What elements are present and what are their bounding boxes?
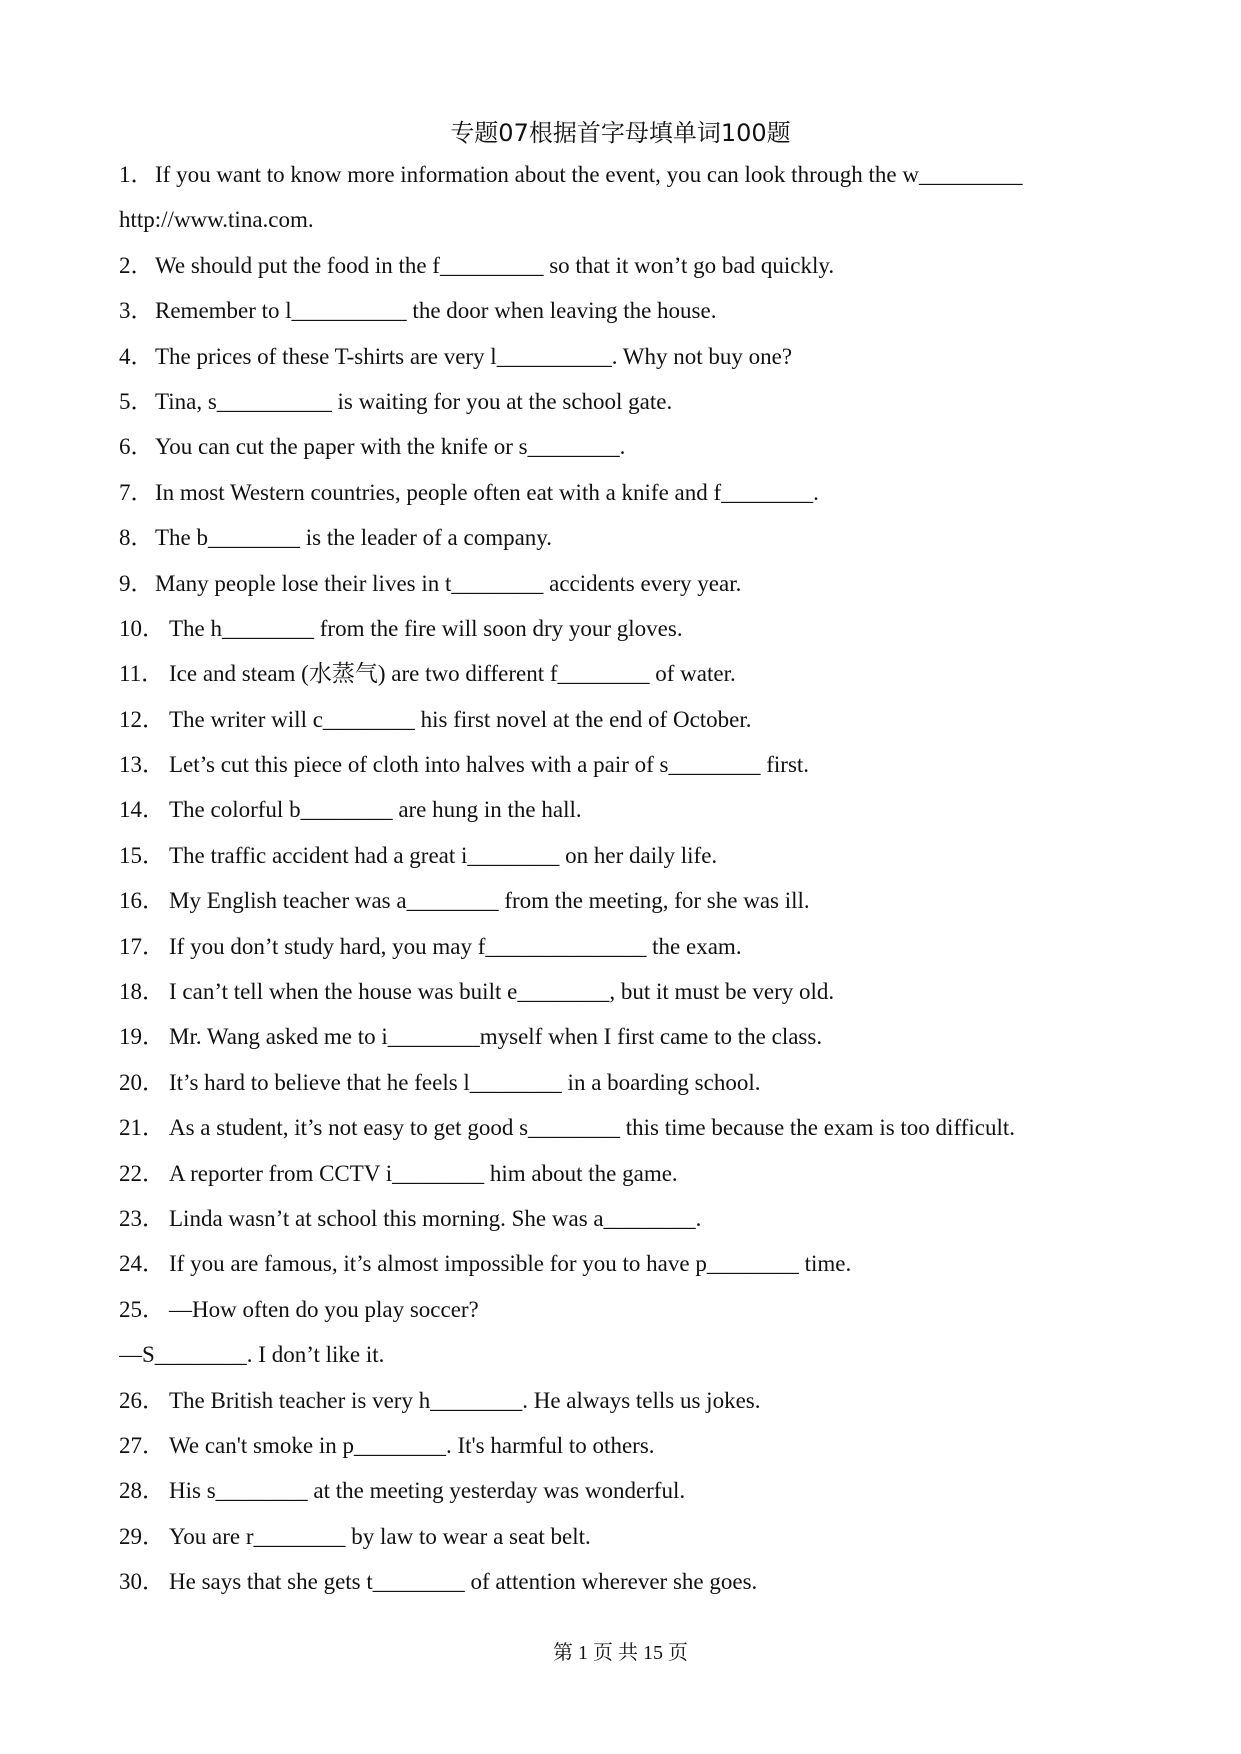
question-text: I can’t tell when the house was built e________, but it must be very old.: [169, 979, 835, 1005]
question-number: 15．: [119, 842, 165, 868]
question-number: 5．: [119, 388, 154, 414]
question-text: A reporter from CCTV i________ him about the game.: [169, 1160, 678, 1186]
question-line: [119, 1113, 1129, 1158]
question-number: 3．: [119, 298, 154, 324]
question-line: [119, 1204, 1129, 1249]
question-number: 10．: [119, 615, 165, 641]
worksheet-title: 专题07根据首字母填单词100题: [450, 119, 791, 147]
question-text: The prices of these T-shirts are very l__________. Why not buy one?: [155, 343, 793, 369]
question-number: 13．: [119, 752, 165, 778]
question-number: 24．: [119, 1251, 165, 1277]
question-number: 26．: [119, 1387, 165, 1413]
question-text: http://www.tina.com.: [119, 207, 314, 233]
question-text: My English teacher was a________ from the meeting, for she was ill.: [169, 888, 810, 914]
question-text: Tina, s__________ is waiting for you at the school gate.: [155, 388, 673, 414]
question-text: You are r________ by law to wear a seat belt.: [169, 1523, 591, 1549]
question-text: The traffic accident had a great i________ on her daily life.: [169, 842, 718, 868]
question-line-continuation: [119, 205, 1129, 250]
question-line: [119, 614, 1129, 659]
question-text: If you are famous, it’s almost impossible for you to have p________ time.: [169, 1251, 852, 1277]
question-line: [119, 750, 1129, 795]
question-text: You can cut the paper with the knife or s________.: [155, 434, 626, 460]
question-number: 29．: [119, 1523, 165, 1549]
question-number: 17．: [119, 933, 165, 959]
question-line: [119, 886, 1129, 931]
question-text: If you don’t study hard, you may f______________ the exam.: [169, 933, 742, 959]
question-number: 6．: [119, 434, 154, 460]
question-number: 18．: [119, 979, 165, 1005]
question-text: —S________. I don’t like it.: [119, 1342, 385, 1368]
question-text: Mr. Wang asked me to i________myself when I first came to the class.: [169, 1024, 823, 1050]
question-number: 14．: [119, 797, 165, 823]
question-line: [119, 387, 1129, 432]
question-text: His s________ at the meeting yesterday was wonderful.: [169, 1478, 686, 1504]
question-line: [119, 1022, 1129, 1067]
question-number: 8．: [119, 525, 154, 551]
question-text: Many people lose their lives in t________ accidents every year.: [155, 570, 742, 596]
question-number: 4．: [119, 343, 154, 369]
question-line: [119, 841, 1129, 886]
question-line: [119, 342, 1129, 387]
question-text: Linda wasn’t at school this morning. She was a________.: [169, 1205, 702, 1231]
question-number: 25．: [119, 1296, 165, 1322]
question-text: It’s hard to believe that he feels l________ in a boarding school.: [169, 1069, 761, 1095]
question-number: 22．: [119, 1160, 165, 1186]
question-line: [119, 795, 1129, 840]
question-line: [119, 1068, 1129, 1113]
question-line: [119, 523, 1129, 568]
question-line: [119, 569, 1129, 614]
question-number: 11．: [119, 661, 165, 687]
question-text: The British teacher is very h________. He always tells us jokes.: [169, 1387, 761, 1413]
question-text: He says that she gets t________ of attention wherever she goes.: [169, 1569, 758, 1595]
question-text: Let’s cut this piece of cloth into halves with a pair of s________ first.: [169, 752, 810, 778]
question-line: [119, 1431, 1129, 1476]
question-list: [119, 160, 1129, 1613]
question-line: [119, 478, 1129, 523]
question-line: [119, 1522, 1129, 1567]
question-line: [119, 1249, 1129, 1294]
question-line: [119, 1567, 1129, 1612]
question-number: 27．: [119, 1432, 165, 1458]
question-line: [119, 296, 1129, 341]
question-number: 7．: [119, 479, 154, 505]
question-line-continuation: [119, 1340, 1129, 1385]
question-number: 21．: [119, 1115, 165, 1141]
question-text: Remember to l__________ the door when leaving the house.: [155, 298, 717, 324]
question-number: 2．: [119, 252, 154, 278]
question-number: 28．: [119, 1478, 165, 1504]
question-number: 30．: [119, 1569, 165, 1595]
question-number: 20．: [119, 1069, 165, 1095]
question-text: The h________ from the fire will soon dry your gloves.: [169, 615, 683, 641]
question-line: [119, 1386, 1129, 1431]
question-text: The colorful b________ are hung in the hall.: [169, 797, 582, 823]
question-text: The b________ is the leader of a company.: [155, 525, 553, 551]
question-line: [119, 1476, 1129, 1521]
question-line: [119, 1295, 1129, 1340]
question-line: [119, 705, 1129, 750]
question-number: 19．: [119, 1024, 165, 1050]
question-number: 16．: [119, 888, 165, 914]
question-text: We should put the food in the f_________ so that it won’t go bad quickly.: [155, 252, 835, 278]
question-number: 1．: [119, 162, 154, 187]
question-text: The writer will c________ his first novel at the end of October.: [169, 706, 752, 732]
question-number: 9．: [119, 570, 154, 596]
question-text: If you want to know more information about the event, you can look through the w_________: [155, 162, 1023, 187]
question-line: [119, 432, 1129, 477]
question-text: We can't smoke in p________. It's harmful to others.: [169, 1432, 655, 1458]
question-text: —How often do you play soccer?: [169, 1296, 479, 1322]
question-line: [119, 1159, 1129, 1204]
question-line: [119, 160, 1129, 205]
question-text: In most Western countries, people often eat with a knife and f________.: [155, 479, 819, 505]
question-number: 23．: [119, 1205, 165, 1231]
question-line: [119, 659, 1129, 704]
question-line: [119, 977, 1129, 1022]
question-line: [119, 251, 1129, 296]
question-text: As a student, it’s not easy to get good s________ this time because the exam is too difficult.: [169, 1115, 1015, 1141]
question-number: 12．: [119, 706, 165, 732]
page-footer: 第 1 页 共 15 页: [553, 1642, 688, 1664]
question-line: [119, 932, 1129, 977]
question-text: Ice and steam (水蒸气) are two different f________ of water.: [169, 661, 736, 687]
